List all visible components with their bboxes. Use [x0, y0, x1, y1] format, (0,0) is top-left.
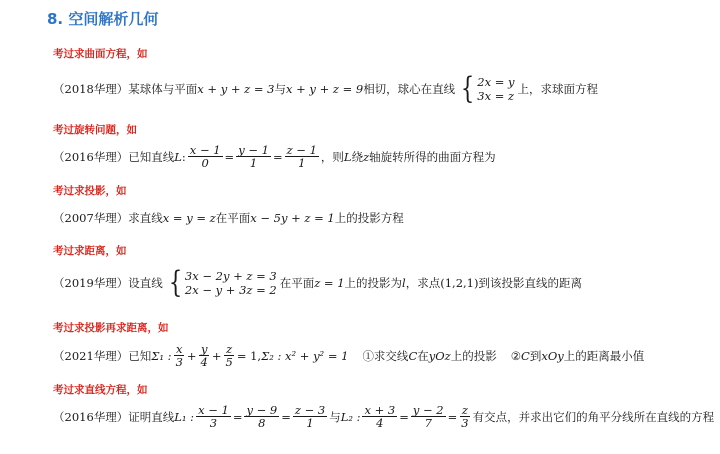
problem-line-equation: （2016华理） 证明直线 L₁ : $\frac{x - 1}{3}$ = $\frac{y - 9}{8}$ = $\frac{z - 3}{1}$ 与 L₂ : $\frac{x + 3}{4}$ = $\frac{y - 2}{7}$ = $\frac{z}{3}$ 有交点，并求出它们的角平分线所在直线的方程 [53, 403, 715, 431]
page-title: 8. 空间解析几何 [47, 10, 159, 28]
problem-text: 相切，球心在直线 [363, 82, 456, 96]
section-heading-projection: 考过求投影，如 [53, 185, 127, 197]
problem-text: 上的投影 [450, 348, 497, 363]
problem-text: 到 [529, 348, 542, 363]
problem-projection-distance: （2021华理） 已知 Σ₁ : $\frac{x}{3}$ + $\frac{y}{4}$ + $\frac{z}{5}$ = 1, Σ₂ : x² + y² = 1 ①求交线 C 在 yOz 上的投影 ② C 到 xOy 上的距离最小值 [53, 342, 645, 370]
problem-text: 与 [329, 409, 341, 424]
problem-text: 已知直线 [128, 149, 175, 164]
point-coordinates: (1,2,1) [440, 276, 479, 290]
problem-projection [53, 210, 404, 226]
problem-text: ，则 [320, 149, 344, 164]
problem-sphere [53, 71, 599, 106]
problem-text: 上的距离最小值 [563, 348, 645, 363]
line-name: L [343, 149, 352, 164]
system-equation-2: 2x − y + 3z = 2 [184, 283, 277, 297]
colon: : [181, 149, 186, 164]
problem-text: 轴旋转所得的曲面方程为 [369, 149, 496, 164]
problem-source: （2016华理） [53, 149, 129, 164]
equation-surface-2: Σ₂ : x² + y² = 1 [261, 348, 349, 363]
problem-text: 上，求球面方程 [517, 82, 599, 96]
problem-text: 绕 [351, 149, 364, 164]
equation-line: x = y = z [162, 211, 216, 225]
line-name: L [174, 149, 182, 164]
curve-name: C [521, 348, 530, 363]
system-equation-2: 3x = z [477, 89, 515, 103]
equation-plane-1: x + y + z = 3 [197, 82, 275, 96]
section-heading-line-equation: 考过求直线方程，如 [53, 384, 148, 396]
problem-text: 证明直线 [128, 409, 175, 424]
section-heading-surface: 考过求曲面方程，如 [53, 48, 148, 60]
problem-text: 在平面 [279, 276, 315, 290]
equation-plane-2: x + y + z = 9 [285, 82, 364, 96]
fraction: $\frac{y - 2}{7}$ [412, 403, 444, 431]
question-1: ①求交线 [362, 348, 409, 363]
surface-name: Σ₁ : [151, 348, 172, 363]
problem-text: 有交点，并求出它们的角平分线所在直线的方程 [472, 409, 715, 424]
fraction: $\frac{x - 1}{3}$ [198, 403, 229, 431]
system-equation-1: 3x − 2y + z = 3 [184, 268, 277, 283]
plane-name: xOy [541, 348, 564, 363]
axis-name: z [363, 149, 370, 164]
problem-text: 在 [417, 348, 429, 363]
equation-plane: x − 5y + z = 1 [250, 211, 335, 225]
equation-plane: z = 1 [314, 276, 345, 290]
left-brace-icon: { [168, 265, 183, 300]
left-brace-icon: { [461, 71, 475, 106]
question-2: ② [510, 348, 522, 363]
fraction: $\frac{z - 1}{1}$ [286, 143, 317, 171]
problem-text: 到该投影直线的距离 [478, 276, 582, 290]
line-name: L₂ : [340, 409, 361, 424]
problem-text: 某球体与平面 [128, 82, 198, 96]
fraction: $\frac{y - 9}{8}$ [246, 403, 278, 431]
fraction: $\frac{x - 1}{0}$ [189, 143, 221, 171]
problem-distance [53, 265, 582, 300]
fraction: $\frac{y}{4}$ [200, 342, 208, 370]
fraction: $\frac{z}{5}$ [225, 342, 233, 370]
problem-text: ，求点 [405, 276, 441, 290]
line-name: l [402, 276, 406, 290]
problem-source: （2007华理） [53, 211, 129, 225]
problem-text: 上的投影方程 [334, 211, 404, 225]
fraction: $\frac{z - 3}{1}$ [294, 403, 326, 431]
problem-source: （2016华理） [53, 409, 129, 424]
fraction: $\frac{z}{3}$ [461, 403, 469, 431]
problem-text: 上的投影为 [344, 276, 403, 290]
fraction: $\frac{y - 1}{1}$ [238, 143, 269, 171]
problem-text: 求直线 [128, 211, 163, 225]
problem-source: （2018华理） [53, 82, 129, 96]
section-heading-rotation: 考过旋转问题，如 [53, 124, 137, 136]
section-heading-projection-distance: 考过求投影再求距离，如 [53, 322, 169, 334]
fraction: $\frac{x}{3}$ [175, 342, 183, 370]
section-heading-distance: 考过求距离，如 [53, 245, 127, 257]
problem-rotation: （2016华理） 已知直线 L : $\frac{x - 1}{0}$ = $\frac{y - 1}{1}$ = $\frac{z - 1}{1}$ ，则 L 绕 z 轴旋转所得的曲面方程为 [53, 143, 496, 171]
curve-name: C [408, 348, 418, 363]
fraction: $\frac{x + 3}{4}$ [364, 403, 396, 431]
problem-text: 在平面 [215, 211, 251, 225]
equation-system [458, 71, 515, 106]
line-name: L₁ : [174, 409, 195, 424]
problem-text: 设直线 [128, 276, 163, 290]
equation-system [166, 265, 277, 300]
equation-tail: = 1, [236, 348, 262, 363]
problem-text: 已知 [128, 348, 152, 363]
problem-source: （2019华理） [53, 276, 129, 290]
plane-name: yOz [428, 348, 451, 363]
problem-text: 与 [274, 82, 286, 96]
problem-source: （2021华理） [53, 348, 129, 363]
system-equation-1: 2x = y [477, 74, 515, 89]
